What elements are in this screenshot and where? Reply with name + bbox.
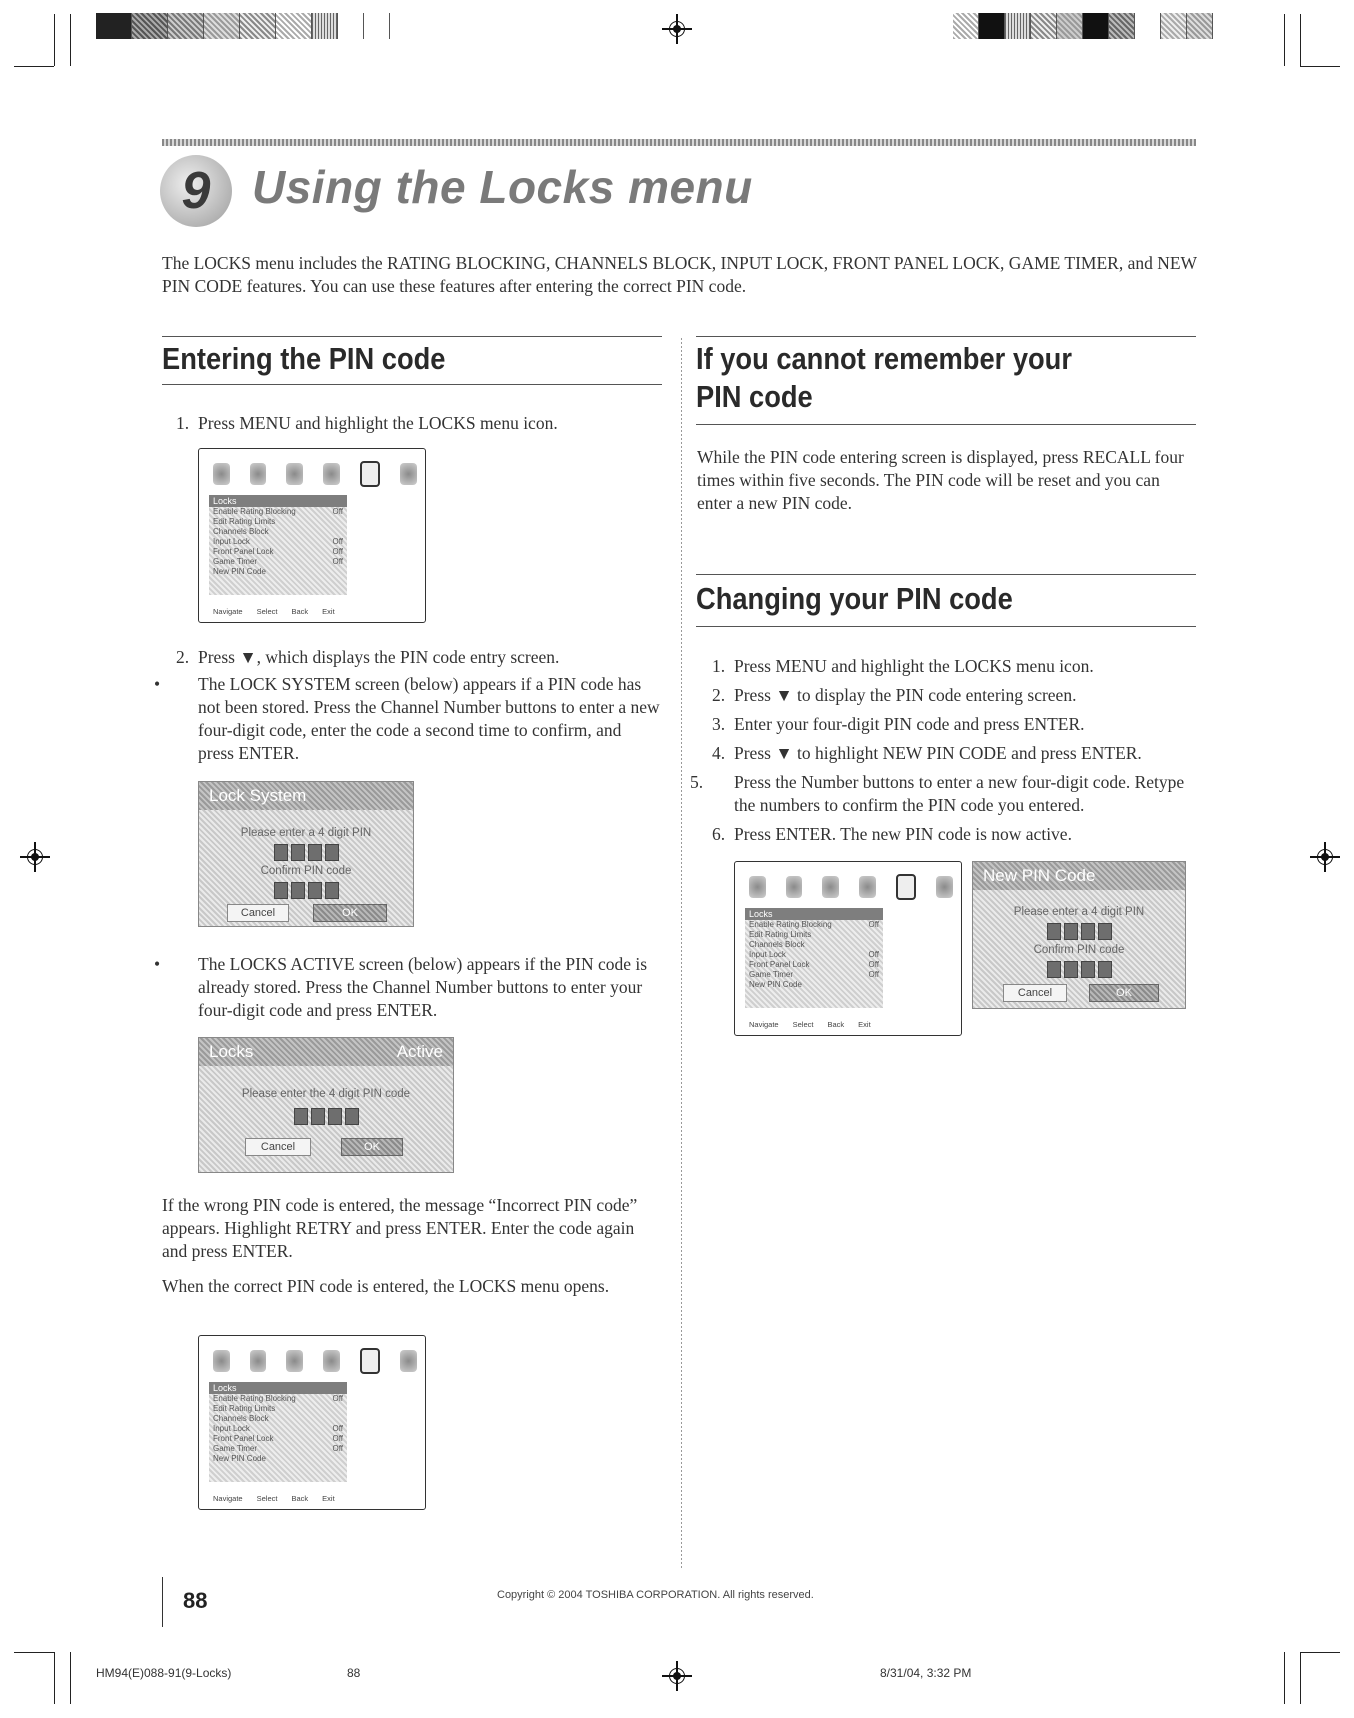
dialog-title: Lock System	[199, 782, 413, 810]
locks-menu-icon	[896, 874, 917, 900]
crop-mark	[70, 14, 71, 66]
menu-item: Channels Block	[749, 940, 805, 949]
menu-icon	[822, 876, 839, 898]
right-step-1: 1. Press MENU and highlight the LOCKS menu icon.	[712, 656, 1094, 676]
chapter-title: Using the Locks menu	[252, 161, 753, 213]
dialog-prompt: Please enter a 4 digit PIN	[240, 827, 372, 839]
menu-item: Enable Rating Blocking Off	[213, 507, 343, 516]
menu-icon	[250, 463, 267, 485]
menu-icon	[250, 1350, 267, 1372]
dialog-title: Locks Active	[199, 1038, 453, 1066]
registration-mark-icon	[662, 14, 692, 44]
pin-confirm-boxes	[973, 961, 1185, 978]
registration-mark-icon	[20, 842, 50, 872]
pin-entry-boxes	[199, 844, 413, 861]
dialog-confirm-prompt: Confirm PIN code	[1033, 944, 1125, 956]
menu-icon-bar	[213, 1346, 417, 1376]
incorrect-pin-paragraph: If the wrong PIN code is entered, the message “Incorrect PIN code” appears. Highlight RETRY and press ENTER. Enter the code again and press ENTER.	[162, 1195, 638, 1261]
menu-icon	[859, 876, 876, 898]
menu-icon	[786, 876, 803, 898]
crop-mark	[1284, 1652, 1285, 1704]
menu-item: Input Lock Off	[213, 537, 343, 546]
color-bar-right	[953, 13, 1213, 39]
menu-title: Locks	[209, 1382, 347, 1394]
section-heading-entering: Entering the PIN code	[162, 341, 446, 376]
crop-mark	[14, 1652, 54, 1653]
menu-icon-bar	[749, 872, 953, 902]
menu-icon	[323, 1350, 340, 1372]
pin-entry-boxes	[199, 1108, 453, 1125]
menu-title: Locks	[745, 908, 883, 920]
correct-pin-paragraph: When the correct PIN code is entered, the LOCKS menu opens.	[162, 1276, 610, 1296]
pin-entry-boxes	[973, 923, 1185, 940]
cancel-button[interactable]: Cancel	[245, 1138, 311, 1156]
menu-item: Game Timer Off	[213, 557, 343, 566]
page-number: 88	[183, 1588, 208, 1613]
crop-mark	[14, 66, 54, 67]
locks-menu-icon	[360, 461, 381, 487]
right-step-5: 5. Press the Number buttons to enter a new four-digit code. Retype the numbers to confirm the PIN code you entered.	[690, 772, 1185, 815]
menu-footer: Navigate Select Back Exit	[749, 1020, 871, 1029]
crop-mark	[54, 1652, 55, 1704]
slug-page: 88	[347, 1666, 361, 1680]
menu-item: New PIN Code	[213, 567, 266, 576]
color-bar-left	[96, 13, 390, 39]
left-bullet-2: • The LOCKS ACTIVE screen (below) appears if the PIN code is already stored. Press the Channel Number buttons to enter your four-digit code and press ENTER.	[154, 954, 648, 1020]
menu-icon	[936, 876, 953, 898]
menu-icon	[286, 463, 303, 485]
footer-rule	[162, 1577, 163, 1627]
menu-icon	[749, 876, 766, 898]
locks-menu-list	[209, 495, 347, 595]
menu-item: New PIN Code	[749, 980, 802, 989]
dialog-confirm-prompt: Confirm PIN code	[260, 865, 352, 877]
menu-item: Game Timer Off	[749, 970, 879, 979]
section-rule	[162, 336, 662, 337]
column-divider	[681, 338, 682, 1570]
menu-item: Input Lock Off	[749, 950, 879, 959]
section-rule	[696, 424, 1196, 425]
new-pin-code-dialog	[972, 861, 1186, 1009]
menu-item: Edit Rating Limits	[749, 930, 812, 939]
registration-mark-icon	[662, 1661, 692, 1691]
left-step-1: 1. Press MENU and highlight the LOCKS menu icon.	[176, 413, 558, 433]
menu-item: Input Lock Off	[213, 1424, 343, 1433]
menu-footer: Navigate Select Back Exit	[213, 607, 335, 616]
left-step-2: 2. Press ▼, which displays the PIN code entry screen.	[176, 647, 560, 667]
ok-button[interactable]: OK	[341, 1138, 403, 1156]
menu-icon	[213, 1350, 230, 1372]
menu-item: Enable Rating Blocking Off	[213, 1394, 343, 1403]
menu-item: Front Panel Lock Off	[213, 1434, 343, 1443]
ok-button[interactable]: OK	[313, 904, 387, 922]
crop-mark	[1300, 66, 1340, 67]
pin-confirm-boxes	[199, 882, 413, 899]
menu-title: Locks	[209, 495, 347, 507]
tv-locks-menu-screen	[198, 1335, 426, 1510]
dialog-title: New PIN Code	[973, 862, 1185, 890]
dialog-prompt: Please enter a 4 digit PIN	[1013, 906, 1145, 918]
slug-file-name: HM94(E)088-91(9-Locks)	[96, 1666, 232, 1680]
crop-mark	[1300, 1652, 1301, 1704]
tv-locks-menu-screen	[198, 448, 426, 623]
menu-item: Enable Rating Blocking Off	[749, 920, 879, 929]
crop-mark	[1284, 14, 1285, 66]
section-heading-forgot: If you cannot remember your PIN code	[696, 341, 1072, 414]
section-rule	[696, 574, 1196, 575]
section-rule	[696, 626, 1196, 627]
section-rule	[696, 336, 1196, 337]
locks-menu-icon	[360, 1348, 381, 1374]
menu-item: Edit Rating Limits	[213, 517, 276, 526]
menu-icon	[213, 463, 230, 485]
cancel-button[interactable]: Cancel	[1003, 984, 1067, 1002]
lock-system-dialog	[198, 781, 414, 927]
crop-mark	[1300, 1652, 1340, 1653]
menu-item: Front Panel Lock Off	[213, 547, 343, 556]
menu-item: Front Panel Lock Off	[749, 960, 879, 969]
right-step-2: 2. Press ▼ to display the PIN code entering screen.	[712, 685, 1077, 705]
left-bullet-1: • The LOCK SYSTEM screen (below) appears if a PIN code has not been stored. Press the Channel Number buttons to enter a new four-digit code, enter the code a second time to confirm, and press ENTER.	[154, 674, 660, 763]
slug-date: 8/31/04, 3:32 PM	[880, 1666, 972, 1680]
registration-mark-icon	[1310, 842, 1340, 872]
menu-item: Channels Block	[213, 527, 269, 536]
chapter-number: 9	[181, 162, 211, 220]
locks-menu-list	[209, 1382, 347, 1482]
menu-icon	[323, 463, 340, 485]
right-step-4: 4. Press ▼ to highlight NEW PIN CODE and press ENTER.	[712, 743, 1142, 763]
cancel-button[interactable]: Cancel	[227, 904, 289, 922]
menu-footer: Navigate Select Back Exit	[213, 1494, 335, 1503]
locks-active-dialog	[198, 1037, 454, 1173]
right-step-6: 6. Press ENTER. The new PIN code is now active.	[712, 824, 1072, 844]
forgot-pin-paragraph: While the PIN code entering screen is displayed, press RECALL four times within five seconds. The PIN code will be reset and you can enter a new PIN code.	[697, 447, 1184, 513]
menu-item: Game Timer Off	[213, 1444, 343, 1453]
copyright: Copyright © 2004 TOSHIBA CORPORATION. All rights reserved.	[497, 1589, 814, 1601]
menu-item: Edit Rating Limits	[213, 1404, 276, 1413]
crop-mark	[54, 14, 55, 66]
section-heading-changing: Changing your PIN code	[696, 581, 1013, 616]
right-step-3: 3. Enter your four-digit PIN code and press ENTER.	[712, 714, 1085, 734]
intro-paragraph: The LOCKS menu includes the RATING BLOCKING, CHANNELS BLOCK, INPUT LOCK, FRONT PANEL LOCK, GAME TIMER, and NEW PIN CODE features. You can use these features after entering the correct PIN code.	[162, 253, 1197, 296]
menu-icon	[286, 1350, 303, 1372]
header-rule	[162, 139, 1196, 146]
section-rule	[162, 384, 662, 385]
locks-menu-list	[745, 908, 883, 1008]
tv-locks-menu-screen	[734, 861, 962, 1036]
menu-item: New PIN Code	[213, 1454, 266, 1463]
chapter-badge	[160, 155, 232, 227]
crop-mark	[1300, 14, 1301, 66]
menu-item: Channels Block	[213, 1414, 269, 1423]
crop-mark	[70, 1652, 71, 1704]
ok-button[interactable]: OK	[1089, 984, 1159, 1002]
menu-icon-bar	[213, 459, 417, 489]
menu-icon	[400, 1350, 417, 1372]
dialog-prompt: Please enter the 4 digit PIN code	[241, 1088, 411, 1100]
menu-icon	[400, 463, 417, 485]
